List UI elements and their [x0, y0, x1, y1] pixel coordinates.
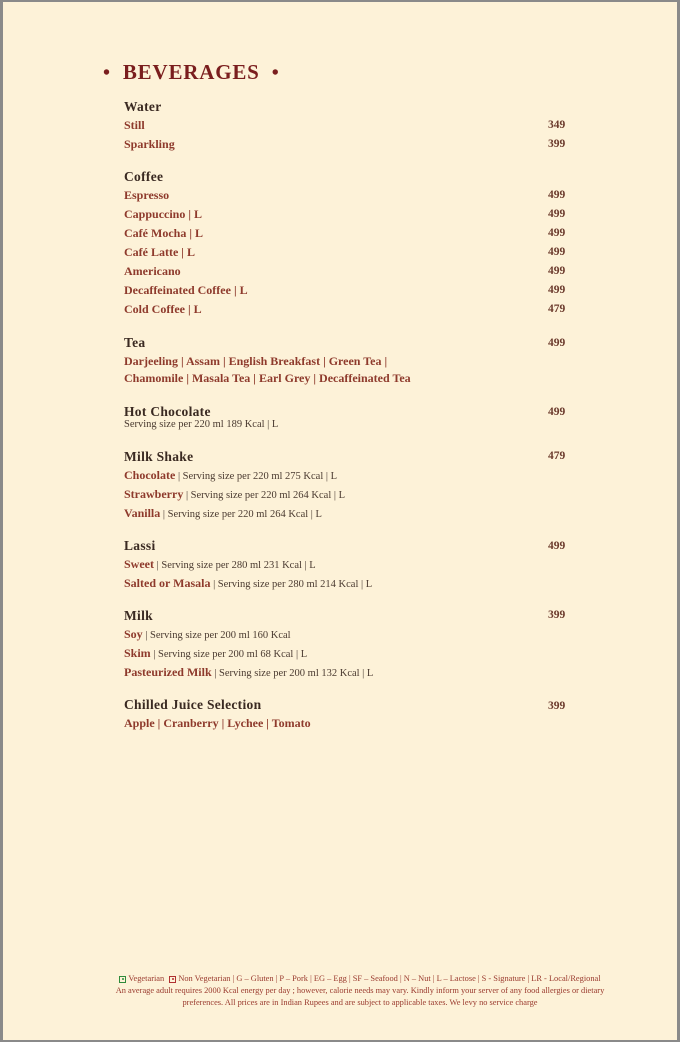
item-milk-skim: Skim | Serving size per 200 ml 68 Kcal | L	[124, 646, 308, 660]
section-title-tea: Tea	[124, 335, 146, 350]
item-milkshake-vanilla: Vanilla | Serving size per 220 ml 264 Kcal | L	[124, 506, 322, 520]
item-milk-soy: Soy | Serving size per 200 ml 160 Kcal	[124, 627, 291, 641]
vegetarian-icon	[119, 976, 126, 983]
legend-veg-label: Vegetarian	[128, 974, 165, 983]
non-vegetarian-icon	[169, 976, 176, 983]
footer-disclaimer	[63, 973, 657, 1009]
price-cold-coffee: 479	[548, 303, 566, 315]
section-title-lassi: Lassi	[124, 538, 156, 553]
item-cold-coffee: Cold Coffee | L	[124, 302, 202, 316]
tea-varieties-line1: Darjeeling | Assam | English Breakfast | Green Tea |	[124, 354, 388, 368]
price-hot-chocolate: 499	[548, 406, 566, 418]
price-juice: 399	[548, 700, 566, 712]
item-milkshake-strawberry: Strawberry | Serving size per 220 ml 264 Kcal | L	[124, 487, 345, 501]
item-still: Still	[124, 118, 145, 132]
juice-varieties: Apple | Cranberry | Lychee | Tomato	[124, 716, 311, 730]
legend-nonveg-label: Non Vegetarian	[178, 974, 231, 983]
item-decaf-coffee: Decaffeinated Coffee | L	[124, 283, 248, 297]
menu-page	[3, 2, 677, 1040]
item-milkshake-chocolate: Chocolate | Serving size per 220 ml 275 Kcal | L	[124, 468, 337, 482]
section-title-water: Water	[124, 99, 162, 114]
price-cafe-latte: 499	[548, 246, 566, 258]
title-bullet-right: •	[271, 62, 280, 84]
section-title-milk-shake: Milk Shake	[124, 449, 194, 464]
legend-codes: | G – Gluten | P – Pork | EG – Egg | SF – Seafood | N – Nut | L – Lactose | S - Signature | LR - Local/Regional	[230, 974, 601, 983]
price-americano: 499	[548, 265, 566, 277]
item-cappuccino: Cappuccino | L	[124, 207, 202, 221]
item-milk-pasteurized: Pasteurized Milk | Serving size per 200 ml 132 Kcal | L	[124, 665, 374, 679]
price-cafe-mocha: 499	[548, 227, 566, 239]
item-sparkling: Sparkling	[124, 137, 175, 151]
hot-chocolate-note: Serving size per 220 ml 189 Kcal | L	[124, 419, 279, 430]
item-espresso: Espresso	[124, 188, 170, 202]
title-bullet-left: •	[103, 62, 111, 84]
item-americano: Americano	[124, 264, 181, 278]
section-title-coffee: Coffee	[124, 169, 164, 184]
section-title-milk: Milk	[124, 608, 153, 623]
item-cafe-latte: Café Latte | L	[124, 245, 195, 259]
page-title	[103, 60, 280, 85]
section-title-hot-chocolate: Hot Chocolate	[124, 404, 211, 419]
item-lassi-salted: Salted or Masala | Serving size per 280 ml 214 Kcal | L	[124, 576, 373, 590]
tea-varieties-line2: Chamomile | Masala Tea | Earl Grey | Decaffeinated Tea	[124, 371, 411, 385]
price-sparkling: 399	[548, 138, 566, 150]
item-lassi-sweet: Sweet | Serving size per 280 ml 231 Kcal | L	[124, 557, 316, 571]
price-espresso: 499	[548, 189, 566, 201]
price-cappuccino: 499	[548, 208, 566, 220]
section-title-juice: Chilled Juice Selection	[124, 697, 262, 712]
price-still: 349	[548, 119, 566, 131]
price-tea: 499	[548, 337, 566, 349]
price-milk-shake: 479	[548, 450, 566, 462]
footer-calorie-note: An average adult requires 2000 Kcal energy per day ; however, calorie needs may vary. Kindly inform your server of any food allergies or dietary	[115, 986, 605, 995]
title-text: BEVERAGES	[122, 60, 260, 84]
price-lassi: 499	[548, 540, 566, 552]
footer-legend	[63, 973, 657, 985]
price-decaf-coffee: 499	[548, 284, 566, 296]
footer-price-note: preferences. All prices are in Indian Rupees and are subject to applicable taxes. We levy no service charge	[182, 998, 538, 1007]
item-cafe-mocha: Café Mocha | L	[124, 226, 203, 240]
price-milk: 399	[548, 609, 566, 621]
